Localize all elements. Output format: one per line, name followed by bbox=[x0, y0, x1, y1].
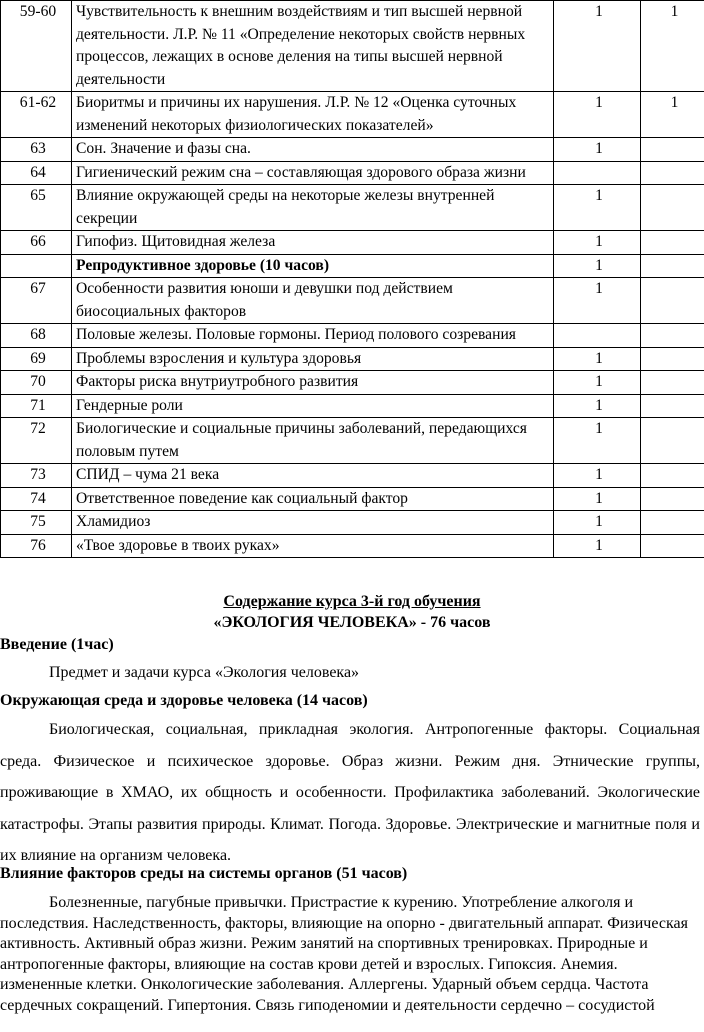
hours-theory: 1 bbox=[554, 534, 641, 558]
hours-theory: 1 bbox=[554, 371, 641, 395]
lesson-number: 66 bbox=[1, 231, 72, 255]
lesson-topic: Влияние окружающей среды на некоторые железы внутренней секреции bbox=[72, 185, 554, 231]
table-row bbox=[1, 1, 704, 92]
hours-theory: 1 bbox=[554, 278, 641, 324]
lesson-topic: Факторы риска внутриутробного развития bbox=[72, 371, 554, 395]
hours-practice bbox=[641, 534, 704, 558]
hours-practice bbox=[641, 511, 704, 535]
hours-practice bbox=[641, 324, 704, 348]
hours-theory: 1 bbox=[554, 92, 641, 138]
lesson-topic: Ответственное поведение как социальный фактор bbox=[72, 487, 554, 511]
lesson-number: 65 bbox=[1, 185, 72, 231]
hours-practice bbox=[641, 418, 704, 464]
hours-practice: 1 bbox=[641, 1, 704, 92]
table-row bbox=[1, 371, 704, 395]
course-title: Содержание курса 3-й год обучения bbox=[223, 593, 481, 610]
lesson-topic: СПИД – чума 21 века bbox=[72, 464, 554, 488]
table-row bbox=[1, 418, 704, 464]
hours-practice bbox=[641, 231, 704, 255]
table-row bbox=[1, 487, 704, 511]
hours-theory: 1 bbox=[554, 231, 641, 255]
hours-theory: 1 bbox=[554, 464, 641, 488]
lesson-topic: «Твое здоровье в твоих руках» bbox=[72, 534, 554, 558]
lesson-number: 68 bbox=[1, 324, 72, 348]
lesson-number: 59-60 bbox=[1, 1, 72, 92]
lesson-number: 61-62 bbox=[1, 92, 72, 138]
lesson-number bbox=[1, 254, 72, 278]
lesson-topic: Биологические и социальные причины заболеваний, передающихся половым путем bbox=[72, 418, 554, 464]
table-row bbox=[1, 161, 704, 185]
hours-practice bbox=[641, 185, 704, 231]
lesson-number: 72 bbox=[1, 418, 72, 464]
hours-practice bbox=[641, 161, 704, 185]
hours-practice bbox=[641, 394, 704, 418]
hours-practice bbox=[641, 371, 704, 395]
course-subtitle: «ЭКОЛОГИЯ ЧЕЛОВЕКА» - 76 часов bbox=[213, 614, 491, 631]
table-row bbox=[1, 394, 704, 418]
hours-theory: 1 bbox=[554, 418, 641, 464]
lesson-number: 76 bbox=[1, 534, 72, 558]
table-row bbox=[1, 534, 704, 558]
lesson-plan-body bbox=[1, 1, 704, 558]
lesson-number: 75 bbox=[1, 511, 72, 535]
lesson-number: 70 bbox=[1, 371, 72, 395]
table-row bbox=[1, 278, 704, 324]
lesson-number: 74 bbox=[1, 487, 72, 511]
hours-theory: 1 bbox=[554, 1, 641, 92]
table-row bbox=[1, 347, 704, 371]
organs-heading: Влияние факторов среды на системы органов (51 часов) bbox=[0, 865, 408, 882]
hours-practice bbox=[641, 464, 704, 488]
hours-theory: 1 bbox=[554, 511, 641, 535]
lesson-number: 73 bbox=[1, 464, 72, 488]
lesson-number: 64 bbox=[1, 161, 72, 185]
lesson-topic: Особенности развития юноши и девушки под действием биосоциальных факторов bbox=[72, 278, 554, 324]
lesson-topic: Чувствительность к внешним воздействиям и тип высшей нервной деятельности. Л.Р. № 11 «Определение некоторых свойств нервных процессов, лежащих в основе деления на типы высшей нервной деятельности bbox=[72, 1, 554, 92]
lesson-topic: Сон. Значение и фазы сна. bbox=[72, 138, 554, 162]
lesson-number: 69 bbox=[1, 347, 72, 371]
hours-theory: 1 bbox=[554, 138, 641, 162]
lesson-topic: Проблемы взросления и культура здоровья bbox=[72, 347, 554, 371]
hours-theory bbox=[554, 324, 641, 348]
lesson-topic: Гигиенический режим сна – составляющая здорового образа жизни bbox=[72, 161, 554, 185]
table-row bbox=[1, 185, 704, 231]
lesson-topic: Гипофиз. Щитовидная железа bbox=[72, 231, 554, 255]
lesson-topic: Хламидиоз bbox=[72, 511, 554, 535]
lesson-topic: Гендерные роли bbox=[72, 394, 554, 418]
hours-theory: 1 bbox=[554, 394, 641, 418]
organs-text: Болезненные, пагубные привычки. Пристрастие к курению. Употребление алкоголя и последствия. Наследственность, факторы, влияющие на опорно - двигательный аппарат. Физическая активность. Активный образ жизни. Режим занятий на спортивных тренировках. Природные и антропогенные факторы, влияющие на состав крови детей и взрослых. Гипоксия. Анемия. измененные клетки. Онкологические заболевания. Аллергены. Ударный объем сердца. Частота сердечных сокращений. Гипертония. Связь гиподеномии и деятельности сердечно – сосудистой bbox=[0, 894, 688, 1014]
hours-practice bbox=[641, 254, 704, 278]
table-row bbox=[1, 231, 704, 255]
hours-theory: 1 bbox=[554, 254, 641, 278]
hours-theory: 1 bbox=[554, 487, 641, 511]
hours-practice bbox=[641, 138, 704, 162]
hours-theory bbox=[554, 161, 641, 185]
hours-practice bbox=[641, 278, 704, 324]
hours-theory: 1 bbox=[554, 347, 641, 371]
intro-heading: Введение (1час) bbox=[0, 636, 114, 653]
lesson-number: 63 bbox=[1, 138, 72, 162]
table-row bbox=[1, 138, 704, 162]
hours-theory: 1 bbox=[554, 185, 641, 231]
table-row bbox=[1, 511, 704, 535]
lesson-number: 71 bbox=[1, 394, 72, 418]
lesson-topic: Репродуктивное здоровье (10 часов) bbox=[72, 254, 554, 278]
lesson-number: 67 bbox=[1, 278, 72, 324]
table-row bbox=[1, 324, 704, 348]
hours-practice: 1 bbox=[641, 92, 704, 138]
table-row bbox=[1, 464, 704, 488]
table-row bbox=[1, 92, 704, 138]
hours-practice bbox=[641, 487, 704, 511]
hours-practice bbox=[641, 347, 704, 371]
environment-heading: Окружающая среда и здоровье человека (14 часов) bbox=[0, 692, 368, 709]
table-row bbox=[1, 254, 704, 278]
environment-text: Биологическая, социальная, прикладная экология. Антропогенные факторы. Социальная среда. Физическое и психическое здоровье. Образ жизни. Режим дня. Этнические группы, проживающие в ХМАО, их общность и особенности. Профилактика заболеваний. Экологические катастрофы. Этапы развития природы. Климат. Погода. Здоровье. Электрические и магнитные поля и их влияние на организм человека. bbox=[0, 721, 700, 864]
lesson-topic: Половые железы. Половые гормоны. Период полового созревания bbox=[72, 324, 554, 348]
intro-text: Предмет и задачи курса «Экология человека» bbox=[49, 664, 360, 681]
lesson-topic: Биоритмы и причины их нарушения. Л.Р. № 12 «Оценка суточных изменений некоторых физиологических показателей» bbox=[72, 92, 554, 138]
